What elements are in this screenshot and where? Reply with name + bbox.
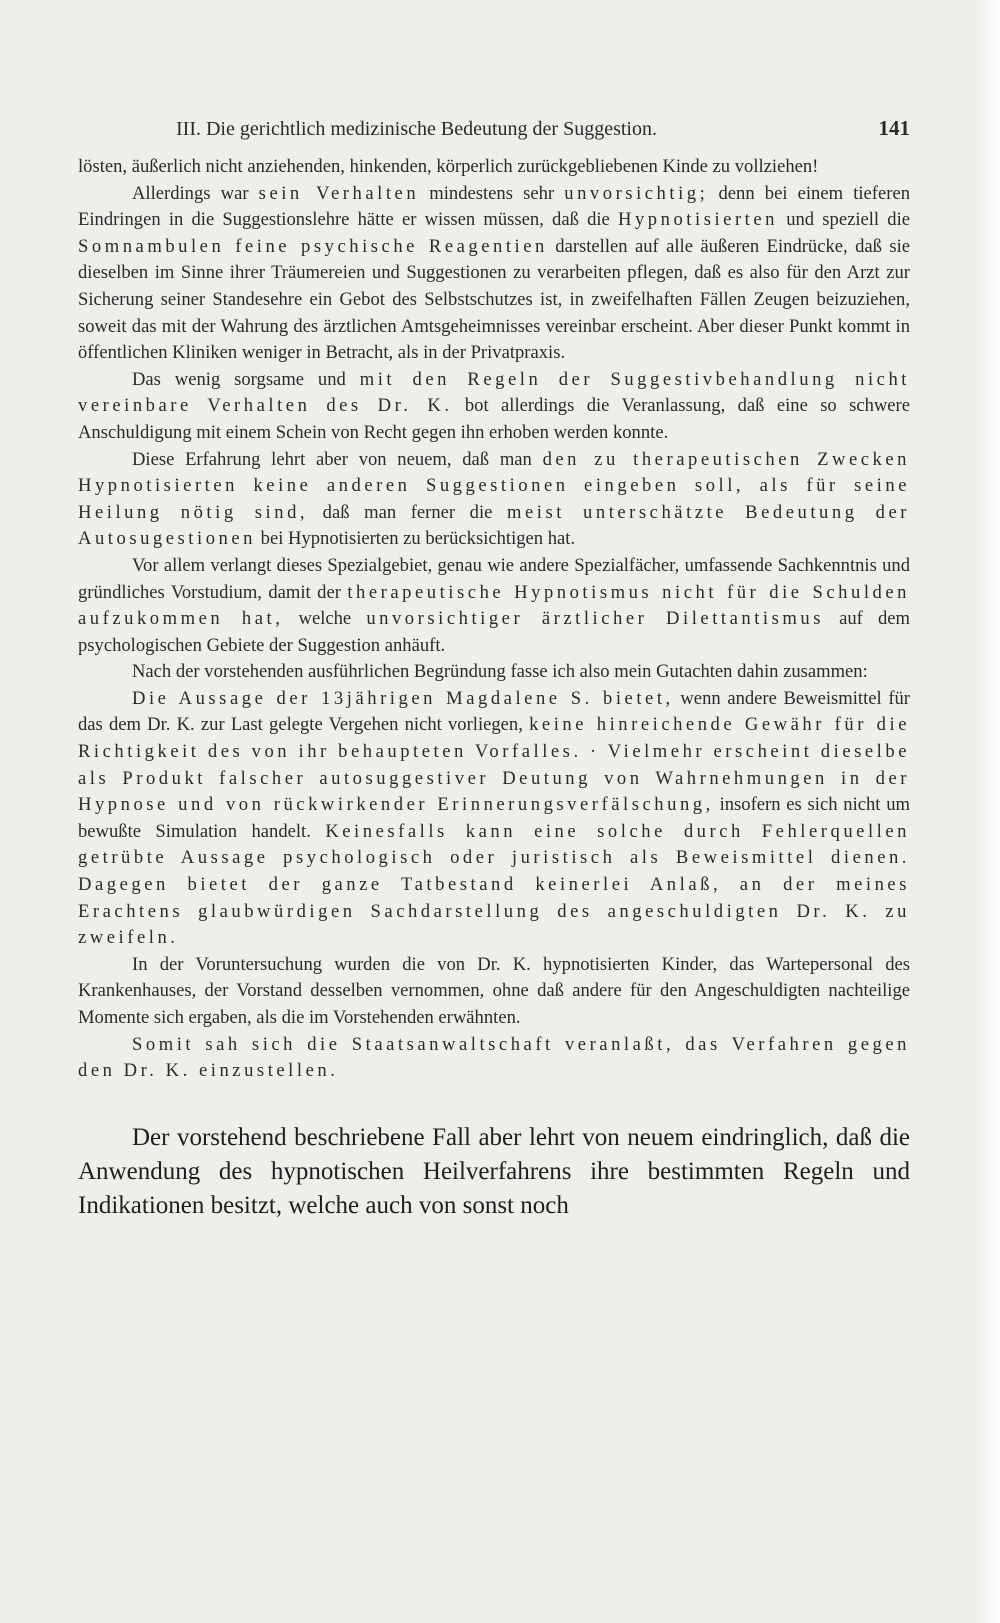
text-run: Allerdings war	[132, 182, 259, 204]
spaced-emphasis-text: unvorsichtig;	[564, 182, 709, 204]
text-run: lösten, äußerlich nicht anziehenden, hinkenden, körperlich zurückgebliebenen Kinde zu vollziehen!	[78, 156, 819, 177]
spaced-emphasis-text: mit den Regeln der Suggestivbehandlung nicht vereinbare Verhalten des Dr. K.	[78, 368, 910, 417]
text-run: Das wenig sorgsame und	[132, 368, 360, 390]
text-run: mindestens sehr	[419, 182, 565, 204]
paragraph	[78, 659, 910, 686]
page-edge	[974, 0, 1000, 1623]
text-run: bot allerdings die Veranlassung, daß eine so schwere Anschuldigung mit einem Schein von Recht gegen ihn erhoben werden konnte.	[78, 395, 911, 443]
spaced-emphasis-text: den zu therapeutischen Zwecken Hypnotisierten keine anderen Suggestionen eingeben soll, als für seine Heilung nötig sind,	[78, 448, 910, 523]
spaced-emphasis-text: Die Aussage der 13jährigen Magdalene S. bietet,	[132, 687, 674, 709]
paragraph	[78, 952, 910, 1032]
paragraph	[78, 367, 910, 447]
spaced-emphasis-text: therapeutische Hypnotismus nicht für die Schulden aufzukommen hat,	[78, 581, 910, 630]
spaced-emphasis-text: unvorsichtiger ärztlicher Dilettantismus	[366, 608, 824, 630]
spaced-emphasis-text: keine hinreichende Gewähr für die Richtigkeit des von ihr behaupteten Vorfalles. · Vielmehr erscheint dieselbe als Produkt falscher autosuggestiver Deutung von Wahrnehmungen in der Hypnose und von rückwirkender Erinnerungsverfälschung,	[78, 714, 911, 816]
page-number: 141	[878, 116, 910, 140]
text-run: darstellen auf alle äußeren Eindrücke, daß sie dieselben im Sinne ihrer Träumereien und Suggestionen zu verarbeiten pflegen, daß es also für den Arzt zur Sicherung seiner Standesehre ein Gebot des Selbstschutzes ist, in zweifelhaften Fällen Zeugen beizuziehen, soweit das mit der Wahrung des ärztlichen Amtsgeheimnisses vereinbar erscheint. Aber dieser Punkt kommt in öffentlichen Kliniken weniger in Betracht, als in der Privatpraxis.	[78, 235, 911, 364]
text-run: Vor allem verlangt dieses Spezialgebiet, genau wie andere Spezialfächer, umfassende Sachkenntnis und gründliches Vorstudium, damit der	[78, 554, 910, 603]
spaced-emphasis-text: Keinesfalls kann eine solche durch Fehlerquellen getrübte Aussage psychologisch oder juristisch als Beweismittel dienen. Dagegen bietet der ganze Tatbestand keinerlei Anlaß, an der meines Erachtens glaubwürdigen Sachdarstellung des angeschuldigten Dr. K. zu zweifeln.	[78, 820, 910, 949]
text-run: welche	[283, 608, 367, 630]
text-run: denn bei einem tieferen Eindringen in die Suggestionslehre hätte er wissen müssen, daß die	[78, 182, 910, 231]
text-run: insofern es sich nicht um bewußte Simulation handelt.	[78, 794, 910, 842]
page-header	[78, 108, 910, 148]
paragraph	[78, 181, 910, 367]
running-title: III. Die gerichtlich medizinische Bedeutung der Suggestion.	[176, 118, 657, 140]
spaced-emphasis-text: Somnambulen feine psychische Reagentien	[78, 235, 548, 257]
text-run: daß man ferner die	[308, 501, 507, 523]
spaced-emphasis-text: meist unterschätzte Bedeutung der Autosugestionen	[78, 501, 911, 550]
text-run: wenn andere Beweismittel für das dem Dr. K. zur Last gelegte Vergehen nicht vorliegen,	[78, 687, 910, 736]
spaced-emphasis-text: Hypnotisierten	[618, 209, 779, 231]
text-run: bei Hypnotisierten zu berücksichtigen hat.	[256, 528, 576, 550]
spaced-emphasis-text: Somit sah sich die Staatsanwaltschaft veranlaßt, das Verfahren gegen den Dr. K. einzustellen.	[78, 1033, 910, 1082]
book-page	[78, 108, 910, 1548]
text-run: Diese Erfahrung lehrt aber von neuem, daß man	[132, 448, 543, 470]
closing-paragraph: Der vorstehend beschriebene Fall aber lehrt von neuem eindringlich, daß die Anwendung des hypnotischen Heilverfahrens ihre bestimmten Regeln und Indikationen besitzt, welche auch von sonst noch	[78, 1123, 910, 1219]
text-run: In der Voruntersuchung wurden die von Dr. K. hypnotisierten Kinder, das Wartepersonal des Krankenhauses, der Vorstand desselben vernommen, ohne daß andere für den Angeschuldigten nachteilige Momente sich ergaben, als die im Vorstehenden erwähnten.	[78, 953, 910, 1028]
paragraph	[78, 686, 910, 952]
body-text	[78, 154, 910, 1085]
closing-paragraph-block	[78, 1121, 910, 1223]
text-run: Nach der vorstehenden ausführlichen Begründung fasse ich also mein Gutachten dahin zusammen:	[132, 661, 868, 683]
paragraph	[78, 1032, 910, 1085]
paragraph	[78, 447, 910, 553]
text-run: und speziell die	[778, 209, 911, 231]
paragraph	[78, 154, 910, 181]
paragraph	[78, 553, 910, 659]
spaced-emphasis-text: sein Verhalten	[258, 182, 420, 204]
text-run: auf dem psychologischen Gebiete der Suggestion anhäuft.	[78, 608, 910, 656]
